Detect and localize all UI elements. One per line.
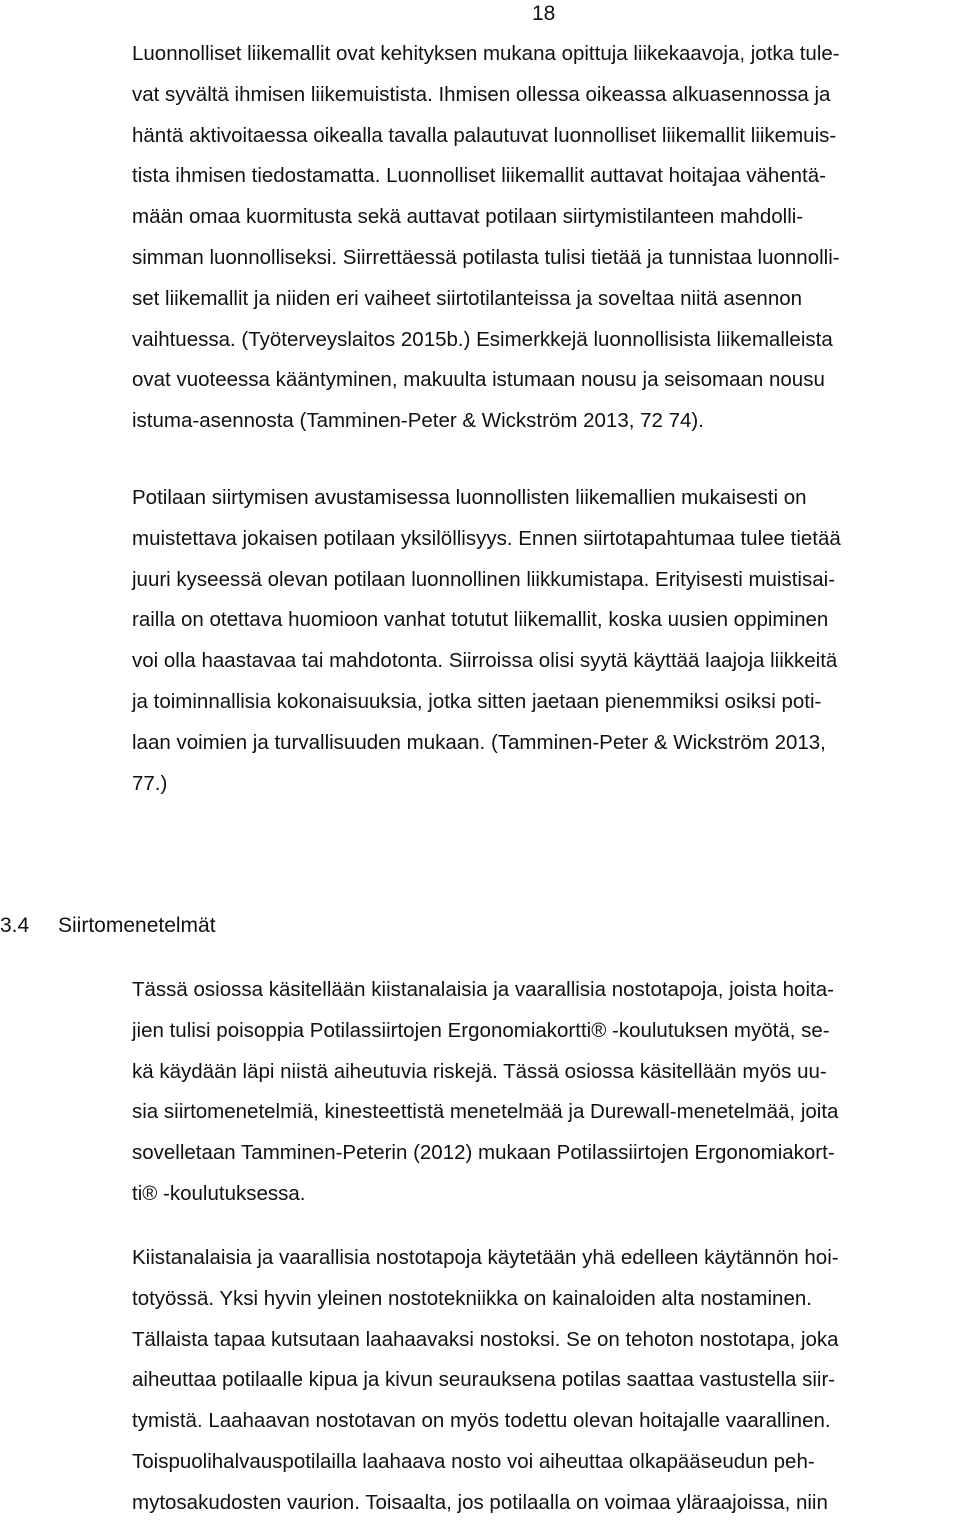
text-line: laan voimien ja turvallisuuden mukaan. (Tamminen-Peter & Wickström 2013, [132, 730, 826, 754]
text-line: mytosakudosten vaurion. Toisaalta, jos potilaalla on voimaa yläraajoissa, niin [132, 1490, 828, 1514]
section-number: 3.4 [0, 914, 30, 937]
text-line: railla on otettava huomioon vanhat totutut liikemallit, koska uusien oppiminen [132, 608, 829, 632]
section-title: Siirtomenetelmät [58, 914, 216, 937]
text-line: set liikemallit ja niiden eri vaiheet siirtotilanteissa ja soveltaa niitä asennon [132, 286, 803, 310]
text-line: totyössä. Yksi hyvin yleinen nostotekniikka on kainaloiden alta nostaminen. [132, 1286, 812, 1310]
text-line: Potilaan siirtymisen avustamisessa luonnollisten liikemallien mukaisesti on [132, 486, 807, 509]
text-line: aiheuttaa potilaalle kipua ja kivun seurauksena potilas saattaa vastustella siir- [132, 1368, 836, 1392]
text-line: jien tulisi poisoppia Potilassiirtojen Ergonomiakortti® -koulutuksen myötä, se- [132, 1018, 830, 1042]
text-line: simman luonnolliseksi. Siirrettäessä potilasta tulisi tietää ja tunnistaa luonnolli- [132, 246, 840, 269]
text-line: muistettava jokaisen potilaan yksilöllisyys. Ennen siirtotapahtumaa tulee tietää [132, 526, 841, 550]
text-line: ja toiminnallisia kokonaisuuksia, jotka sitten jaetaan pienemmiksi osiksi poti- [132, 690, 822, 713]
text-line: Kiistanalaisia ja vaarallisia nostotapoja käytetään yhä edelleen käytännön hoi- [132, 1246, 839, 1269]
page-number: 18 [532, 2, 556, 25]
text-line: sia siirtomenetelmiä, kinesteettistä menetelmää ja Durewall-menetelmää, joita [132, 1100, 839, 1124]
text-line: mään omaa kuormitusta sekä auttavat potilaan siirtymistilanteen mahdolli- [132, 205, 804, 229]
text-line: vat syvältä ihmisen liikemuistista. Ihmisen ollessa oikeassa alkuasennossa ja [132, 82, 831, 106]
text-line: kä käydään läpi niistä aiheutuvia riskejä. Tässä osiossa käsitellään myös uu- [132, 1059, 827, 1083]
text-line: Luonnolliset liikemallit ovat kehityksen mukana opittuja liikekaavoja, jotka tule- [132, 42, 840, 65]
text-line: ti® -koulutuksessa. [132, 1182, 306, 1205]
text-line: Tässä osiossa käsitellään kiistanalaisia ja vaarallisia nostotapoja, joista hoita- [132, 978, 834, 1001]
text-line: Tällaista tapaa kutsutaan laahaavaksi nostoksi. Se on tehoton nostotapa, joka [132, 1327, 839, 1351]
text-line: Toispuolihalvauspotilailla laahaava nosto voi aiheuttaa olkapääseudun peh- [132, 1450, 815, 1473]
text-line: sovelletaan Tamminen-Peterin (2012) mukaan Potilassiirtojen Ergonomiakort- [132, 1141, 835, 1165]
text-line: häntä aktivoitaessa oikealla tavalla palautuvat luonnolliset liikemallit liikemuis- [132, 123, 837, 147]
text-line: 77.) [132, 771, 168, 795]
text-line: juuri kyseessä olevan potilaan luonnollinen liikkumistapa. Erityisesti muistisai- [132, 567, 836, 591]
text-line: tymistä. Laahaavan nostotavan on myös todettu olevan hoitajalle vaarallinen. [132, 1409, 831, 1433]
text-line: tista ihmisen tiedostamatta. Luonnolliset liikemallit auttavat hoitajaa vähentä- [132, 164, 826, 188]
text-line: voi olla haastavaa tai mahdotonta. Siirroissa olisi syytä käyttää laajoja liikkeitä [132, 649, 838, 673]
text-line: vaihtuessa. (Työterveyslaitos 2015b.) Esimerkkejä luonnollisista liikemalleista [132, 327, 833, 351]
text-line: istuma-asennosta (Tamminen-Peter & Wickström 2013, 72 74). [132, 409, 704, 433]
text-line: ovat vuoteessa kääntyminen, makuulta istumaan nousu ja seisomaan nousu [132, 368, 825, 392]
